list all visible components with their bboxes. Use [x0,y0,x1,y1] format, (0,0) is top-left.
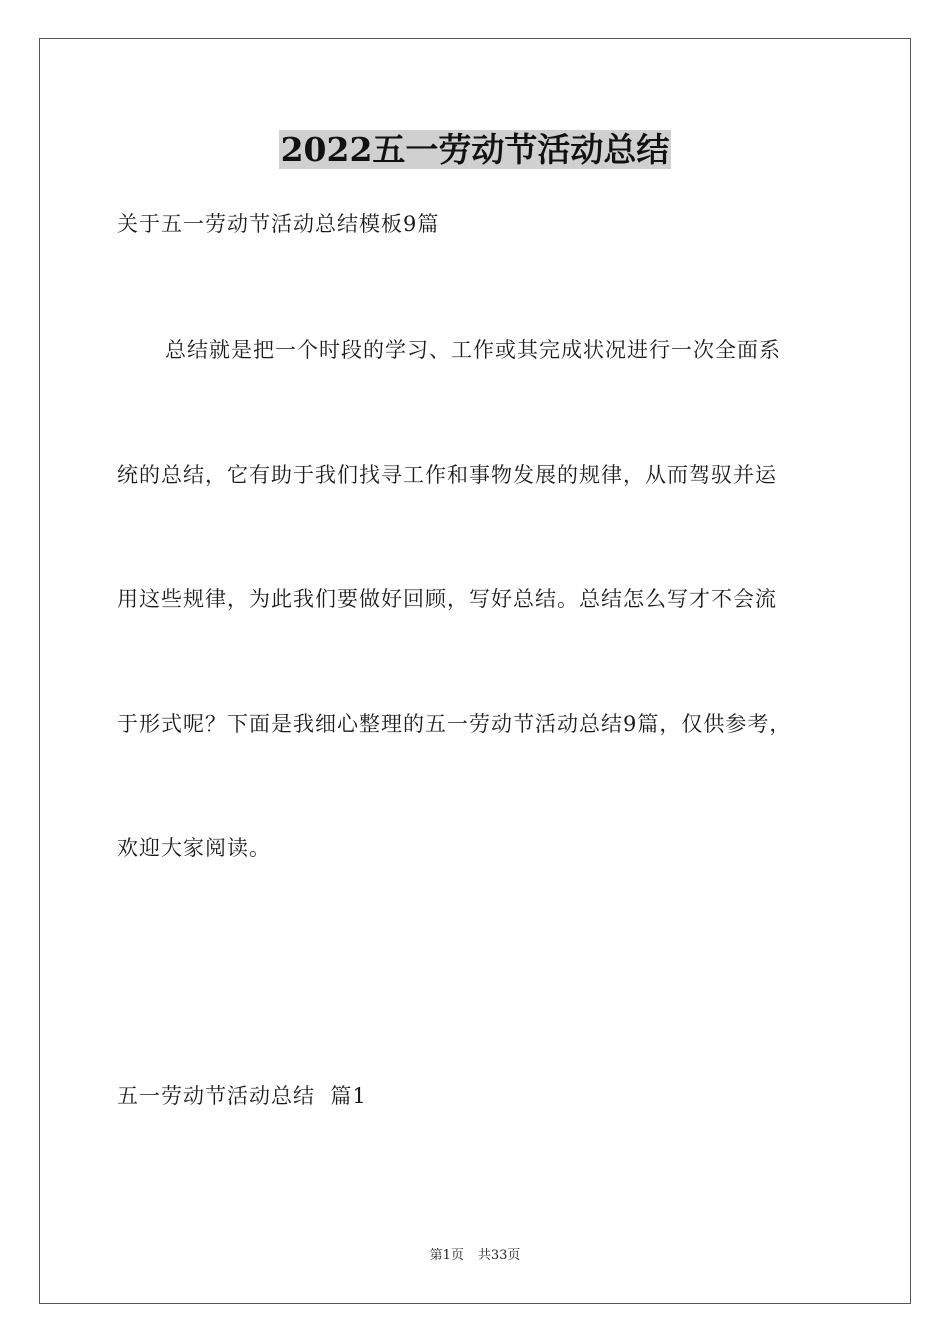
page-number: 第1页 [429,1248,464,1263]
page-total: 共33页 [477,1248,521,1263]
paragraph-line: 总结就是把一个时段的学习、工作或其完成状况进行一次全面系 [165,338,781,362]
paragraph-line: 欢迎大家阅读。 [117,836,271,860]
paragraph-line: 统的总结，它有助于我们找寻工作和事物发展的规律，从而驾驭并运 [117,462,777,487]
document-title [0,122,950,178]
section-heading: 五一劳动节活动总结 篇1 [117,1084,367,1108]
page-footer [0,1246,950,1266]
intro-paragraph [117,330,857,953]
document-subtitle: 关于五一劳动节活动总结模板9篇 [117,212,440,236]
paragraph-line: 用这些规律，为此我们要做好回顾，写好总结。总结怎么写才不会流 [117,587,777,611]
document-title-text: 2022五一劳动节活动总结 [280,130,670,169]
paragraph-line: 于形式呢？下面是我细心整理的五一劳动节活动总结9篇，仅供参考， [117,711,792,736]
